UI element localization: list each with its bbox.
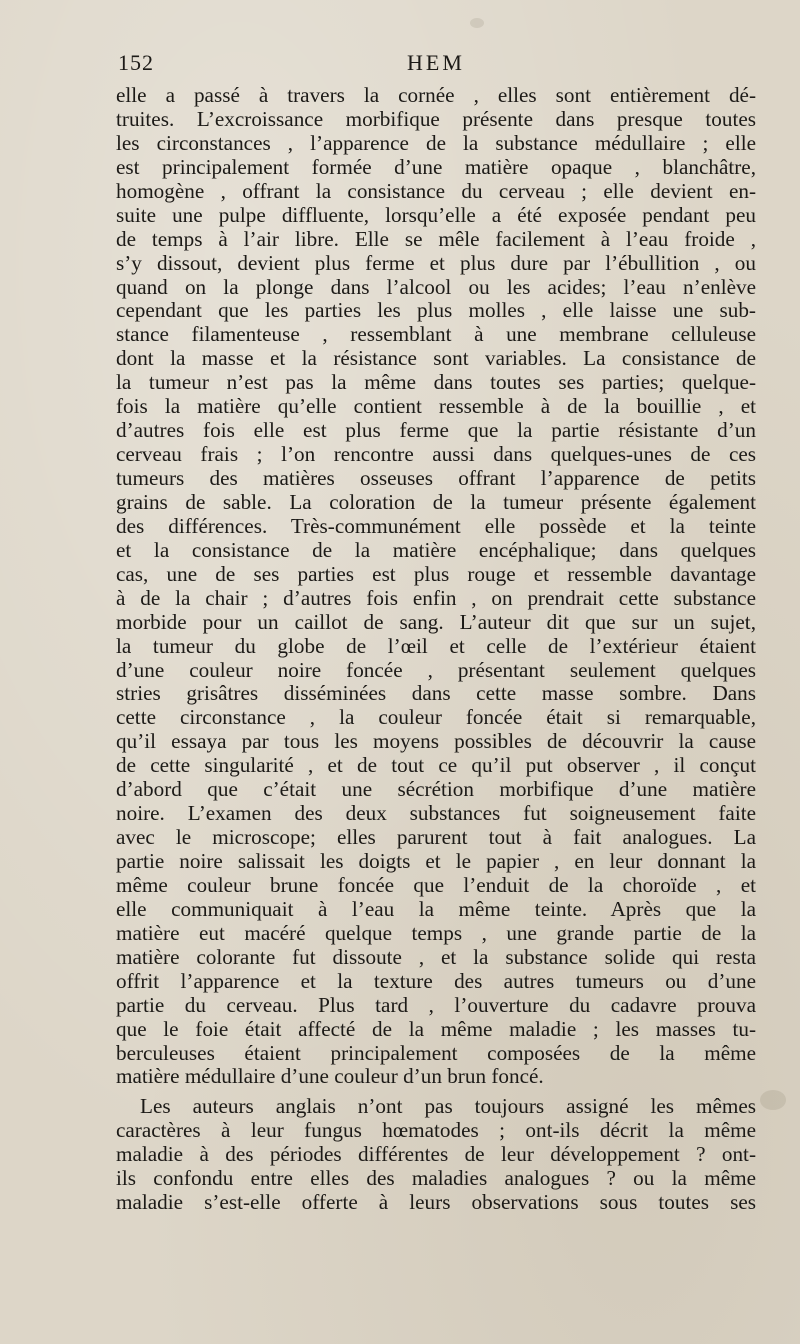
text-line: les circonstances , l’apparence de la substance médullaire ; elle xyxy=(116,130,756,155)
text-line: ils confondu entre elles des maladies analogues ? ou la même xyxy=(116,1166,756,1191)
text-line: suite une pulpe diffluente, lorsqu’elle a été exposée pendant peu xyxy=(116,202,756,227)
text-line: tumeurs des matières osseuses offrant l’apparence de petits xyxy=(116,466,756,490)
paper-stain xyxy=(760,1090,786,1110)
text-line: quand on la plonge dans l’alcool ou les acides; l’eau n’enlève xyxy=(116,274,756,299)
page-header xyxy=(118,50,754,84)
text-line: noire. L’examen des deux substances fut soigneusement faite xyxy=(116,801,756,826)
text-line: maladie à des périodes différentes de leur développement ? ont- xyxy=(116,1142,756,1167)
text-line: caractères à leur fungus hœmatodes ; ont-ils décrit la même xyxy=(116,1118,756,1143)
body-text xyxy=(116,84,756,1215)
text-line: et la consistance de la matière encéphalique; dans quelques xyxy=(116,537,756,562)
text-line: matière médullaire d’une couleur d’un brun foncé. xyxy=(116,1064,544,1089)
text-line: même couleur brune foncée que l’enduit de la choroïde , et xyxy=(116,872,756,897)
text-line: cerveau frais ; l’on rencontre aussi dans quelques-unes de ces xyxy=(116,442,756,467)
text-line: cas, une de ses parties est plus rouge et ressemble davantage xyxy=(116,561,756,586)
text-line: cependant que les parties les plus molles , elle laisse une sub- xyxy=(116,298,756,323)
text-line: partie du cerveau. Plus tard , l’ouverture du cadavre prouva xyxy=(116,992,756,1017)
text-line: la tumeur du globe de l’œil et celle de l’extérieur étaient xyxy=(116,633,756,658)
text-line: que le foie était affecté de la même maladie ; les masses tu- xyxy=(116,1016,756,1041)
text-line: avec le microscope; elles parurent tout à fait analogues. La xyxy=(116,825,756,850)
text-line: d’une couleur noire foncée , présentant seulement quelques xyxy=(116,657,756,682)
text-line: d’autres fois elle est plus ferme que la partie résistante d’un xyxy=(116,418,756,443)
paragraph xyxy=(116,84,756,1089)
text-line: stries grisâtres disséminées dans cette masse sombre. Dans xyxy=(116,681,756,706)
text-line: elle a passé à travers la cornée , elles sont entièrement dé- xyxy=(116,83,756,107)
text-line: morbide pour un caillot de sang. L’auteur dit que sur un sujet, xyxy=(116,609,756,634)
text-line: d’abord que c’était une sécrétion morbifique d’une matière xyxy=(116,777,756,802)
text-line: matière colorante fut dissoute , et la substance solide qui resta xyxy=(116,944,756,969)
text-line: fois la matière qu’elle contient ressemble à de la bouillie , et xyxy=(116,394,756,419)
text-line: maladie s’est-elle offerte à leurs observations sous toutes ses xyxy=(116,1190,756,1215)
text-line: cette circonstance , la couleur foncée était si remarquable, xyxy=(116,705,756,730)
text-line: est principalement formée d’une matière opaque , blanchâtre, xyxy=(116,154,756,179)
text-line: la tumeur n’est pas la même dans toutes ses parties; quelque- xyxy=(116,370,756,395)
text-line: offrit l’apparence et la texture des autres tumeurs ou d’une xyxy=(116,968,756,993)
text-line: truites. L’excroissance morbifique présente dans presque toutes xyxy=(116,106,756,131)
text-line: des différences. Très-communément elle possède et la teinte xyxy=(116,513,756,538)
text-line: Les auteurs anglais n’ont pas toujours assigné les mêmes xyxy=(140,1094,756,1119)
text-line: partie noire salissait les doigts et le papier , en leur donnant la xyxy=(116,849,756,873)
text-line: dont la masse et la résistance sont variables. La consistance de xyxy=(116,346,756,371)
text-line: à de la chair ; d’autres fois enfin , on prendrait cette substance xyxy=(116,585,756,610)
text-line: berculeuses étaient principalement composées de la même xyxy=(116,1040,756,1065)
text-line: s’y dissout, devient plus ferme et plus dure par l’ébullition , ou xyxy=(116,250,756,275)
page-number: 152 xyxy=(118,50,154,75)
text-line: stance filamenteuse , ressemblant à une membrane celluleuse xyxy=(116,322,756,347)
text-line: de temps à l’air libre. Elle se mêle facilement à l’eau froide , xyxy=(116,226,756,251)
paragraph xyxy=(116,1095,756,1215)
text-line: elle communiquait à l’eau la même teinte. Après que la xyxy=(116,896,756,921)
text-line: homogène , offrant la consistance du cerveau ; elle devient en- xyxy=(116,178,756,203)
paper-stain xyxy=(470,18,484,28)
text-line: de cette singularité , et de tout ce qu’il put observer , il conçut xyxy=(116,753,756,778)
text-line: qu’il essaya par tous les moyens possibles de découvrir la cause xyxy=(116,729,756,754)
text-line: grains de sable. La coloration de la tumeur présente également xyxy=(116,489,756,514)
running-head: HEM xyxy=(407,50,465,75)
text-line: matière eut macéré quelque temps , une grande partie de la xyxy=(116,920,756,945)
